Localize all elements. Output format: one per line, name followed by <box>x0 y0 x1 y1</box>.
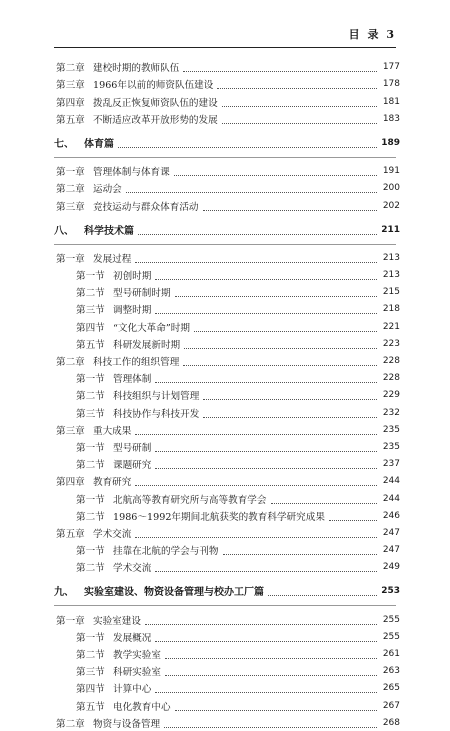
page-number: 244 <box>382 493 400 504</box>
chapter-number: 第五章 <box>56 528 85 540</box>
dot-leader <box>329 520 377 521</box>
section-number: 第二节 <box>76 288 105 300</box>
section-title: 型号研制 <box>113 442 152 454</box>
page-number: 235 <box>382 441 400 452</box>
page-number: 267 <box>382 700 400 711</box>
dot-leader <box>155 382 377 383</box>
dot-leader <box>164 727 377 728</box>
toc-section-row[interactable] <box>0 541 450 558</box>
dot-leader <box>222 123 377 124</box>
toc-section-row[interactable] <box>0 558 450 575</box>
toc-chapter-row[interactable] <box>0 352 450 369</box>
section-number: 第五节 <box>76 701 105 713</box>
dot-leader <box>155 641 377 642</box>
chapter-number: 第四章 <box>56 477 85 489</box>
part-rule <box>54 157 396 158</box>
dot-leader <box>183 71 377 72</box>
chapter-title: 发展过程 <box>93 253 132 265</box>
part-rule <box>54 244 396 245</box>
page-number: 253 <box>381 586 400 597</box>
page-number: 255 <box>382 614 400 625</box>
section-title: 课题研究 <box>113 460 152 472</box>
dot-leader <box>138 234 377 235</box>
section-title: 型号研制时期 <box>113 288 171 300</box>
header-rule <box>54 47 396 48</box>
toc-section-row[interactable] <box>0 455 450 472</box>
page-header: 目 录 3 <box>348 28 396 41</box>
section-gap <box>0 575 450 582</box>
section-number: 第二节 <box>76 460 105 472</box>
chapter-title: 实验室建设 <box>93 615 141 627</box>
part-rule <box>54 605 396 606</box>
chapter-number: 第二章 <box>56 357 85 368</box>
dot-leader <box>184 348 377 349</box>
page-number: 218 <box>382 304 400 315</box>
chapter-number: 第一章 <box>56 167 85 179</box>
dot-leader <box>118 147 377 148</box>
section-number: 第二节 <box>76 650 105 661</box>
section-number: 第二节 <box>76 511 105 523</box>
toc-section-row[interactable] <box>0 645 450 662</box>
chapter-title: 拨乱反正恢复师资队伍的建设 <box>93 97 218 109</box>
toc-section-row[interactable] <box>0 696 450 713</box>
dot-leader <box>155 451 377 452</box>
dot-leader <box>203 417 377 418</box>
chapter-title: 建校时期的教师队伍 <box>93 63 180 75</box>
dot-leader <box>155 313 377 314</box>
page-number: 228 <box>382 356 400 366</box>
section-title: 学术交流 <box>113 563 152 575</box>
section-number: 第三节 <box>76 408 105 420</box>
page-number: 247 <box>382 545 400 556</box>
chapter-title: 物资与设备管理 <box>93 718 161 730</box>
dot-leader <box>174 175 377 176</box>
page-number: 268 <box>382 717 400 728</box>
section-number: 第二节 <box>76 391 105 403</box>
toc-section-row[interactable] <box>0 403 450 420</box>
chapter-title: 教育研究 <box>93 477 132 489</box>
page-number: 232 <box>382 407 400 418</box>
chapter-number: 第三章 <box>56 201 85 213</box>
page-number: 177 <box>382 62 400 73</box>
section-number: 第五节 <box>76 339 105 351</box>
section-gap <box>0 214 450 221</box>
toc-chapter-row[interactable] <box>0 472 450 489</box>
chapter-number: 第三章 <box>56 425 85 437</box>
page-number: 261 <box>382 649 400 659</box>
section-gap <box>0 127 450 134</box>
dot-leader <box>155 468 377 469</box>
page-number: 213 <box>382 252 400 263</box>
dot-leader <box>135 262 377 263</box>
toc-section-row[interactable] <box>0 317 450 334</box>
section-title: “文化大革命”时期 <box>113 322 190 334</box>
section-title: 计算中心 <box>113 684 152 696</box>
page-number: 221 <box>382 321 400 332</box>
dot-leader <box>165 675 377 676</box>
dot-leader <box>135 485 377 486</box>
chapter-number: 第二章 <box>56 63 85 75</box>
toc-chapter-row[interactable] <box>0 714 450 731</box>
toc-chapter-row[interactable] <box>0 249 450 266</box>
dot-leader <box>183 365 377 366</box>
toc-chapter-row[interactable] <box>0 58 450 75</box>
chapter-title: 学术交流 <box>93 528 132 540</box>
dot-leader <box>203 210 377 211</box>
page-number: 211 <box>381 224 400 235</box>
dot-leader <box>271 503 378 504</box>
toc-section-row[interactable] <box>0 266 450 283</box>
toc-chapter-row[interactable] <box>0 179 450 196</box>
page-number: 255 <box>382 631 400 642</box>
dot-leader <box>165 658 377 659</box>
section-title: 调整时期 <box>113 305 152 317</box>
section-title: 初创时期 <box>113 271 152 283</box>
section-title: 科技协作与科技开发 <box>113 408 200 420</box>
dot-leader <box>222 106 377 107</box>
dot-leader <box>155 571 377 572</box>
chapter-number: 第二章 <box>56 718 85 730</box>
page-number: 215 <box>382 287 400 298</box>
part-number: 八、 <box>54 225 74 237</box>
toc-chapter-row[interactable] <box>0 524 450 541</box>
section-number: 第三节 <box>76 667 105 679</box>
part-heading[interactable] <box>0 582 450 599</box>
chapter-title: 不断适应改革开放形势的发展 <box>93 114 218 126</box>
chapter-title: 科技工作的组织管理 <box>93 357 180 368</box>
page-number: 235 <box>382 424 400 435</box>
dot-leader <box>155 279 377 280</box>
dot-leader <box>155 692 377 693</box>
chapter-title: 管理体制与体育课 <box>93 167 170 179</box>
section-title: 科技组织与计划管理 <box>113 391 200 403</box>
dot-leader <box>135 434 377 435</box>
dot-leader <box>203 399 377 400</box>
toc-section-row[interactable] <box>0 438 450 455</box>
toc-chapter-row[interactable] <box>0 162 450 179</box>
section-title: 科研实验室 <box>113 667 161 679</box>
chapter-title: 1966年以前的师资队伍建设 <box>93 80 214 92</box>
toc-chapter-row[interactable] <box>0 75 450 92</box>
section-number: 第一节 <box>76 442 105 454</box>
section-number: 第一节 <box>76 494 105 506</box>
section-number: 第三节 <box>76 305 105 317</box>
page-number: 228 <box>382 373 400 384</box>
toc-chapter-row[interactable] <box>0 92 450 109</box>
section-number: 第四节 <box>76 684 105 696</box>
section-title: 电化教育中心 <box>113 701 171 713</box>
page-number: 189 <box>381 137 400 148</box>
toc-chapter-row[interactable] <box>0 421 450 438</box>
toc-section-row[interactable] <box>0 489 450 506</box>
dot-leader <box>175 296 377 297</box>
dot-leader <box>217 88 377 89</box>
page-number: 178 <box>382 79 400 90</box>
toc-section-row[interactable] <box>0 628 450 645</box>
dot-leader <box>223 554 377 555</box>
chapter-number: 第五章 <box>56 114 85 126</box>
section-number: 第一节 <box>76 632 105 644</box>
page-number: 246 <box>382 510 400 521</box>
page-number: 265 <box>382 683 400 694</box>
part-title: 实验室建设、物资设备管理与校办工厂篇 <box>84 587 264 599</box>
section-title: 1986～1992年期间北航获奖的教育科学研究成果 <box>113 511 325 523</box>
toc-chapter-row[interactable] <box>0 196 450 213</box>
toc-section-row[interactable] <box>0 662 450 679</box>
toc-section-row[interactable] <box>0 507 450 524</box>
dot-leader <box>145 624 377 625</box>
chapter-number: 第一章 <box>56 253 85 265</box>
section-number: 第二节 <box>76 563 105 575</box>
page-number: 244 <box>382 476 400 487</box>
toc-section-row[interactable] <box>0 335 450 352</box>
page-number: 181 <box>382 96 400 107</box>
section-title: 北航高等教育研究所与高等教育学会 <box>113 494 267 506</box>
toc-section-row[interactable] <box>0 679 450 696</box>
section-title: 教学实验室 <box>113 650 161 661</box>
section-title: 科研发展新时期 <box>113 339 181 351</box>
part-title: 科学技术篇 <box>84 225 134 237</box>
section-number: 第一节 <box>76 374 105 386</box>
dot-leader <box>135 537 377 538</box>
page-number: 183 <box>382 113 400 124</box>
page-number: 213 <box>382 270 400 281</box>
part-title: 体育篇 <box>84 138 114 150</box>
page-number: 237 <box>382 459 400 470</box>
chapter-number: 第一章 <box>56 615 85 627</box>
section-title: 发展概况 <box>113 632 152 644</box>
page-number: 229 <box>382 390 400 401</box>
toc-chapter-row[interactable] <box>0 610 450 627</box>
dot-leader <box>268 595 377 596</box>
dot-leader <box>194 331 377 332</box>
toc-section-row[interactable] <box>0 283 450 300</box>
toc-section-row[interactable] <box>0 369 450 386</box>
toc-section-row[interactable] <box>0 300 450 317</box>
page-number: 247 <box>382 527 400 538</box>
part-number: 九、 <box>54 587 74 599</box>
part-number: 七、 <box>54 138 74 150</box>
page-number: 263 <box>382 666 400 677</box>
chapter-title: 重大成果 <box>93 425 132 437</box>
dot-leader <box>175 710 377 711</box>
chapter-number: 第三章 <box>56 80 85 92</box>
page-number: 191 <box>382 166 400 177</box>
chapter-title: 竞技运动与群众体育活动 <box>93 201 199 213</box>
page-number: 223 <box>382 338 400 349</box>
section-number: 第一节 <box>76 546 105 558</box>
part-heading[interactable] <box>0 221 450 238</box>
section-number: 第一节 <box>76 271 105 283</box>
page-number: 249 <box>382 562 400 573</box>
table-of-contents <box>0 58 450 731</box>
section-title: 挂靠在北航的学会与刊物 <box>113 546 219 558</box>
page-number: 200 <box>382 183 400 194</box>
dot-leader <box>126 192 377 193</box>
chapter-number: 第四章 <box>56 97 85 109</box>
toc-chapter-row[interactable] <box>0 110 450 127</box>
part-heading[interactable] <box>0 134 450 151</box>
section-title: 管理体制 <box>113 374 152 386</box>
page-number: 202 <box>382 200 400 211</box>
section-number: 第四节 <box>76 322 105 334</box>
chapter-number: 第二章 <box>56 184 85 196</box>
toc-section-row[interactable] <box>0 386 450 403</box>
chapter-title: 运动会 <box>93 184 122 196</box>
